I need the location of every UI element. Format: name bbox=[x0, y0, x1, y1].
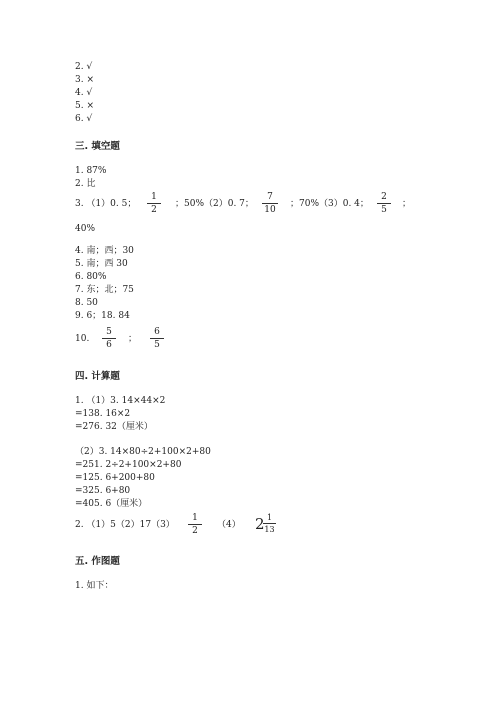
section-3-heading: 三. 填空题 bbox=[75, 141, 120, 152]
fill-answer-3-part-c: ；70%（3）0. 4； bbox=[290, 199, 369, 209]
fraction-bar bbox=[262, 203, 278, 204]
fraction-bar bbox=[377, 203, 391, 204]
fraction-2-5 bbox=[377, 192, 391, 215]
fraction-1-2 bbox=[188, 513, 202, 536]
fill-answer-9: 9. 6；18. 84 bbox=[75, 311, 130, 321]
denominator: 5 bbox=[154, 340, 160, 350]
calc-2-line-2: =251. 2÷2+100×2+80 bbox=[75, 460, 182, 470]
numerator: 6 bbox=[154, 327, 160, 337]
numerator: 5 bbox=[106, 327, 112, 337]
calc-1-line-2: =138. 16×2 bbox=[75, 409, 131, 419]
numerator: 1 bbox=[151, 192, 157, 202]
fraction-bar bbox=[102, 338, 116, 339]
fraction-1-13 bbox=[263, 513, 276, 534]
calc-1-line-3: =276. 32（厘米） bbox=[75, 422, 153, 432]
calc-answer-2-part-a: 2. （1）5（2）17（3） bbox=[75, 520, 175, 530]
section-5-heading: 五. 作图题 bbox=[75, 556, 120, 567]
fraction-bar bbox=[188, 524, 202, 525]
fill-answer-3-part-a: 3. （1）0. 5； bbox=[75, 199, 137, 209]
fill-answer-2: 2. 比 bbox=[75, 179, 96, 189]
draw-answer-1: 1. 如下： bbox=[75, 581, 114, 591]
fill-answer-10-separator: ； bbox=[128, 334, 138, 344]
denominator: 6 bbox=[106, 340, 112, 350]
denominator: 2 bbox=[192, 526, 198, 536]
fraction-5-6 bbox=[102, 327, 116, 350]
calc-1-line-1: 1. （1）3. 14×44×2 bbox=[75, 396, 166, 406]
fraction-bar bbox=[147, 203, 161, 204]
fraction-1-2 bbox=[147, 192, 161, 215]
fill-answer-3-continued: 40% bbox=[75, 224, 96, 234]
denominator: 2 bbox=[151, 205, 157, 215]
numerator: 1 bbox=[266, 513, 273, 522]
section-4-heading: 四. 计算题 bbox=[75, 371, 120, 382]
fill-answer-5: 5. 南；西 30 bbox=[75, 259, 128, 269]
fill-answer-4: 4. 南；西；30 bbox=[75, 246, 134, 256]
judge-answer-6: 6. √ bbox=[75, 114, 93, 124]
judge-answer-3: 3. × bbox=[75, 75, 94, 85]
numerator: 7 bbox=[267, 192, 273, 202]
judge-answer-5: 5. × bbox=[75, 101, 94, 111]
calc-answer-2-part-b: （4） bbox=[217, 520, 241, 530]
fraction-6-5 bbox=[150, 327, 164, 350]
fill-answer-3-part-b: ；50%（2）0. 7； bbox=[175, 199, 254, 209]
fraction-bar bbox=[263, 523, 276, 524]
fill-answer-1: 1. 87% bbox=[75, 166, 107, 176]
denominator: 10 bbox=[264, 205, 276, 215]
fill-answer-7: 7. 东；北；75 bbox=[75, 285, 134, 295]
mixed-number-whole: 2 bbox=[255, 515, 265, 533]
judge-answer-4: 4. √ bbox=[75, 88, 93, 98]
calc-2-line-4: =325. 6+80 bbox=[75, 486, 131, 496]
fraction-7-10 bbox=[262, 192, 278, 215]
denominator: 13 bbox=[264, 525, 275, 534]
numerator: 1 bbox=[192, 513, 198, 523]
fill-answer-8: 8. 50 bbox=[75, 298, 98, 308]
calc-2-line-5: =405. 6（厘米） bbox=[75, 499, 148, 509]
fill-answer-6: 6. 80% bbox=[75, 272, 107, 282]
numerator: 2 bbox=[381, 192, 387, 202]
fill-answer-3-part-e: ； bbox=[402, 199, 412, 209]
calc-2-line-1: （2）3. 14×80÷2+100×2+80 bbox=[75, 447, 211, 457]
fill-answer-10-number: 10. bbox=[75, 334, 90, 344]
denominator: 5 bbox=[381, 205, 387, 215]
calc-2-line-3: =125. 6+200+80 bbox=[75, 473, 155, 483]
fraction-bar bbox=[150, 338, 164, 339]
judge-answer-2: 2. √ bbox=[75, 62, 93, 72]
